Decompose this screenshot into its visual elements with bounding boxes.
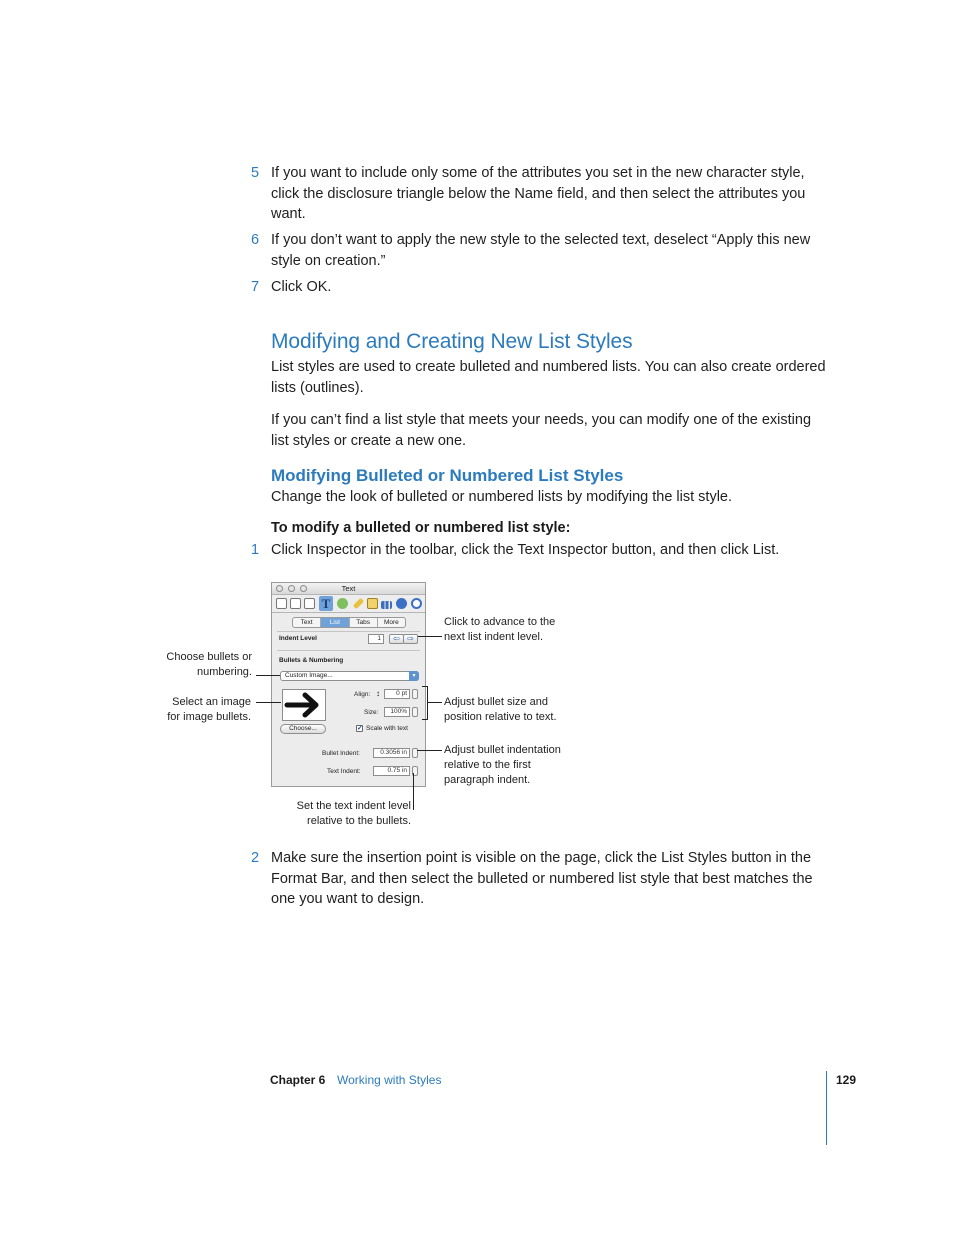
page-number: 129 (836, 1073, 857, 1087)
bullet-indent-field[interactable]: 0.3056 in (373, 748, 410, 758)
bullet-type-popup[interactable] (280, 671, 419, 681)
footer-chapter: Chapter 6 (270, 1073, 326, 1087)
step-1-text: Click Inspector in the toolbar, click the Text Inspector button, and then click List. (271, 542, 780, 558)
wrap-inspector-icon[interactable] (304, 598, 315, 609)
align-arrows-icon: ↕ (376, 689, 380, 698)
step-number-1: 1 (251, 542, 260, 558)
size-label: Size: (364, 709, 379, 716)
text-indent-label: Text Indent: (327, 768, 361, 775)
callout-adjust-indent-line-3: paragraph indent. (444, 773, 531, 786)
step-number-7: 7 (251, 279, 260, 295)
section-para-1-line-2: lists (outlines). (271, 379, 364, 396)
tab-list[interactable]: List (321, 618, 349, 627)
table-inspector-icon[interactable] (367, 598, 378, 609)
callout-adjust-indent-line-1: Adjust bullet indentation (444, 744, 561, 756)
callout-select-image (150, 695, 251, 725)
indent-right-button[interactable]: ⇨ (403, 634, 418, 644)
callout-text-indent (271, 799, 411, 829)
inspector-tab-bar (292, 617, 406, 628)
indent-left-button[interactable]: ⇦ (389, 634, 404, 644)
callout-choose-bullets-line-1: Choose bullets or (166, 651, 252, 663)
text-inspector-window (271, 582, 426, 787)
step-number-6: 6 (251, 232, 260, 248)
step-6-text (271, 230, 810, 271)
subsection-intro: Change the look of bulleted or numbered lists by modifying the list style. (271, 489, 733, 505)
text-inspector-icon[interactable]: T (319, 596, 333, 611)
callout-line-choose-bullets (256, 675, 280, 676)
section-para-2-line-2: list styles or create a new one. (271, 432, 467, 449)
chart-inspector-icon[interactable] (381, 601, 392, 609)
callout-line-select-image (256, 702, 281, 703)
chevron-down-icon: ▾ (409, 671, 419, 681)
callout-line-adjust-indent (417, 750, 442, 751)
arrow-bullet-icon (283, 690, 325, 720)
bullet-type-value: Custom Image... (285, 672, 333, 679)
size-stepper[interactable] (412, 707, 418, 717)
section-para-1-line-1: List styles are used to create bulleted and numbered lists. You can also create ordered (271, 359, 826, 375)
text-indent-field[interactable]: 0.75 in (373, 766, 410, 776)
indent-level-field[interactable]: 1 (368, 634, 384, 644)
section-para-2 (271, 410, 811, 451)
link-inspector-icon[interactable] (396, 598, 407, 609)
callout-adjust-indent (444, 743, 561, 787)
tab-tabs[interactable]: Tabs (350, 618, 378, 627)
align-label: Align: (354, 691, 371, 698)
scale-with-text-checkbox[interactable]: ✓ (357, 725, 363, 732)
step-2-text (271, 848, 813, 910)
step-2-line-2: Format Bar, and then select the bulleted or numbered list style that best matches the (271, 870, 813, 887)
scale-with-text-label: Scale with text (366, 725, 408, 732)
callout-bracket-bottom (422, 719, 428, 720)
metrics-inspector-icon[interactable] (353, 598, 364, 609)
divider (277, 631, 420, 632)
graphic-inspector-icon[interactable] (337, 598, 348, 609)
choose-image-button[interactable]: Choose... (280, 724, 326, 734)
step-5-line-3: want. (271, 206, 306, 222)
callout-choose-bullets (152, 650, 252, 680)
section-para-2-line-1: If you can’t find a list style that meets your needs, you can modify one of the existing (271, 412, 812, 428)
bullet-image-well[interactable] (282, 689, 326, 721)
callout-advance (444, 615, 555, 645)
callout-adjust-size-line-2: position relative to text. (444, 710, 557, 723)
callout-select-image-line-1: Select an image (172, 696, 251, 708)
callout-advance-line-2: next list indent level. (444, 630, 544, 643)
bullets-numbering-label: Bullets & Numbering (279, 657, 344, 664)
callout-line-text-indent (413, 773, 414, 810)
inspector-title: Text (341, 584, 356, 593)
step-5-text (271, 163, 805, 225)
document-inspector-icon[interactable] (276, 598, 287, 609)
size-field[interactable]: 100% (384, 707, 410, 717)
step-5-line-2: click the disclosure triangle below the Name field, and then select the attributes you (271, 185, 806, 202)
callout-line-adjust-size (428, 702, 442, 703)
section-para-1 (271, 357, 826, 398)
step-number-2: 2 (251, 850, 260, 866)
step-number-5: 5 (251, 165, 260, 181)
inspector-titlebar (272, 583, 425, 595)
step-6-line-1: If you don’t want to apply the new style to the selected text, deselect “Apply this new (271, 232, 811, 248)
task-heading: To modify a bulleted or numbered list style: (271, 520, 571, 536)
divider (277, 650, 420, 651)
callout-choose-bullets-line-2: numbering. (196, 665, 252, 678)
step-7-text: Click OK. (271, 279, 332, 295)
callout-advance-line-1: Click to advance to the (444, 616, 556, 628)
tab-text[interactable]: Text (293, 618, 321, 627)
callout-adjust-indent-line-2: relative to the first (444, 758, 531, 771)
callout-text-indent-line-1: Set the text indent level (296, 800, 411, 812)
bullet-indent-label: Bullet Indent: (322, 750, 360, 757)
quicktime-inspector-icon[interactable] (411, 598, 422, 609)
footer-separator (826, 1071, 827, 1145)
section-title: Modifying and Creating New List Styles (271, 330, 633, 353)
step-2-line-1: Make sure the insertion point is visible on the page, click the List Styles button in the (271, 850, 812, 866)
callout-adjust-size-line-1: Adjust bullet size and (444, 696, 548, 708)
footer-chapter-title: Working with Styles (337, 1073, 442, 1087)
step-2-line-3: one you want to design. (271, 891, 425, 907)
callout-line-advance (418, 636, 442, 637)
callout-adjust-size (444, 695, 557, 725)
tab-more[interactable]: More (383, 619, 399, 626)
layout-inspector-icon[interactable] (290, 598, 301, 609)
align-field[interactable]: 0 pt (384, 689, 410, 699)
align-stepper[interactable] (412, 689, 418, 699)
step-5-line-1: If you want to include only some of the attributes you set in the new character style, (271, 165, 805, 181)
indent-level-label: Indent Level (279, 635, 317, 642)
subsection-title: Modifying Bulleted or Numbered List Styles (271, 466, 624, 485)
callout-select-image-line-2: for image bullets. (167, 710, 251, 723)
callout-text-indent-line-2: relative to the bullets. (307, 814, 411, 827)
inspector-toolbar (272, 595, 425, 613)
step-6-line-2: style on creation.” (271, 252, 386, 269)
